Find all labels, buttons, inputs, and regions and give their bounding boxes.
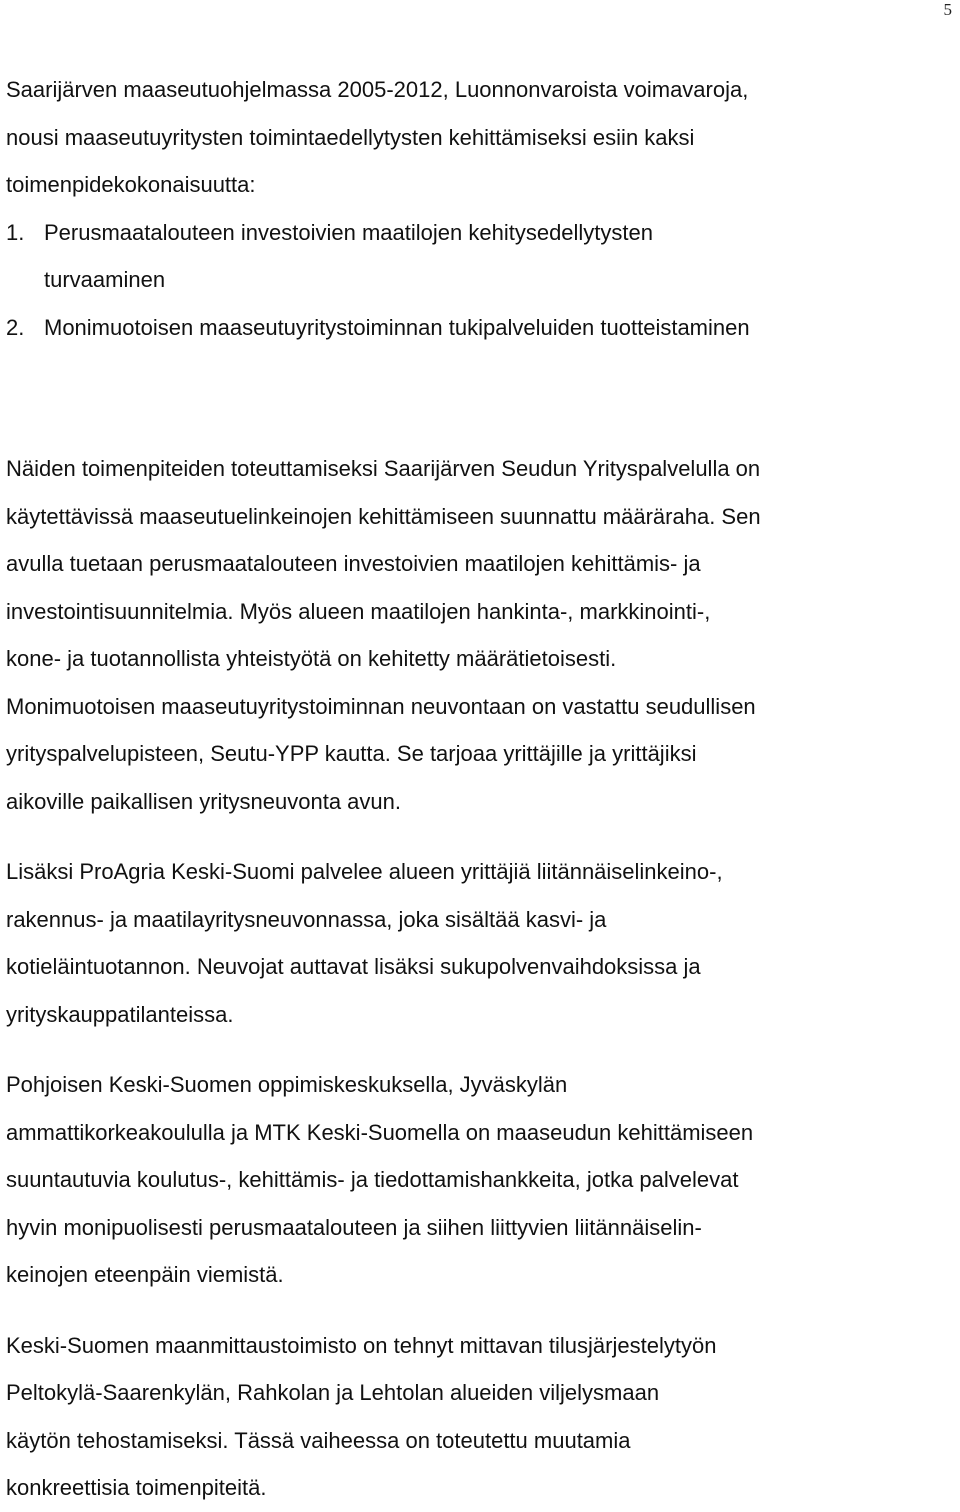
text-line: avulla tuetaan perusmaatalouteen investoivien maatilojen kehittämis- ja [6, 551, 701, 576]
text-line: Monimuotoisen maaseutuyritystoiminnan neuvontaan on vastattu seudullisen [6, 693, 756, 719]
paragraph [6, 445, 954, 683]
paragraph [6, 1322, 954, 1512]
text-line: yrityspalvelupisteen, Seutu-YPP kautta. Se tarjoaa yrittäjille ja yrittäjiksi [6, 741, 697, 766]
text-line: nousi maaseutuyritysten toimintaedellytysten kehittämiseksi esiin kaksi [6, 124, 695, 150]
text-line: Saarijärven maaseutuohjelmassa 2005-2012, Luonnonvaroista voimavaroja, [6, 77, 749, 102]
text-line: konkreettisia toimenpiteitä. [6, 1475, 267, 1500]
text-line: käytön tehostamiseksi. Tässä vaiheessa on toteutettu muutamia [6, 1427, 631, 1453]
text-line: Peltokylä-Saarenkylän, Rahkolan ja Lehtolan alueiden viljelysmaan [6, 1380, 660, 1405]
list-item-text: Perusmaatalouteen investoivien maatilojen kehitysedellytysten [44, 219, 654, 245]
text-line: yrityskauppatilanteissa. [6, 1001, 234, 1027]
spacer [6, 351, 954, 445]
text-line: kone- ja tuotannollista yhteistyötä on kehitetty määrätietoisesti. [6, 646, 617, 671]
text-line: Keski-Suomen maanmittaustoimisto on tehnyt mittavan tilusjärjestelytyön [6, 1332, 717, 1358]
text-line: suuntautuvia koulutus-, kehittämis- ja tiedottamishankkeita, jotka palvelevat [6, 1167, 739, 1192]
spacer [6, 1038, 954, 1061]
text-line: hyvin monipuolisesti perusmaatalouteen ja siihen liittyvien liitännäiselin- [6, 1214, 702, 1240]
text-line: aikoville paikallisen yritysneuvonta avun. [6, 788, 401, 814]
list-number: 2. [6, 314, 25, 340]
paragraph [6, 683, 954, 826]
spacer [6, 1299, 954, 1322]
text-line: kotieläintuotannon. Neuvojat auttavat lisäksi sukupolvenvaihdoksissa ja [6, 954, 701, 979]
list-item-first-line [6, 304, 954, 352]
list-number: 1. [6, 219, 25, 245]
text-line: rakennus- ja maatilayritysneuvonnassa, joka sisältää kasvi- ja [6, 906, 607, 932]
text-line: Pohjoisen Keski-Suomen oppimiskeskuksella, Jyväskylän [6, 1072, 568, 1097]
text-line: keinojen eteenpäin viemistä. [6, 1262, 284, 1287]
text-line: investointisuunnitelmia. Myös alueen maatilojen hankinta-, markkinointi-, [6, 598, 711, 624]
page-number: 5 [943, 0, 952, 19]
numbered-list [6, 209, 954, 352]
text-line: Lisäksi ProAgria Keski-Suomi palvelee alueen yrittäjiä liitännäiselinkeino-, [6, 859, 723, 884]
list-item-first-line [6, 209, 954, 257]
paragraph [6, 1061, 954, 1299]
list-item-text: Monimuotoisen maaseutuyritystoiminnan tukipalveluiden tuotteistaminen [44, 314, 750, 340]
text-line: ammattikorkeakoululla ja MTK Keski-Suomella on maaseudun kehittämiseen [6, 1119, 754, 1145]
text-line: toimenpidekokonaisuutta: [6, 172, 256, 197]
list-item [6, 209, 954, 304]
spacer [6, 825, 954, 848]
text-line: Näiden toimenpiteiden toteuttamiseksi Saarijärven Seudun Yrityspalvelulla on [6, 456, 761, 481]
text-line: käytettävissä maaseutuelinkeinojen kehittämiseen suunnattu määräraha. Sen [6, 503, 761, 529]
document-body [6, 66, 954, 1512]
list-item-text: turvaaminen [44, 267, 166, 292]
list-item [6, 304, 954, 352]
paragraph [6, 848, 954, 1038]
intro-paragraph [6, 66, 954, 209]
